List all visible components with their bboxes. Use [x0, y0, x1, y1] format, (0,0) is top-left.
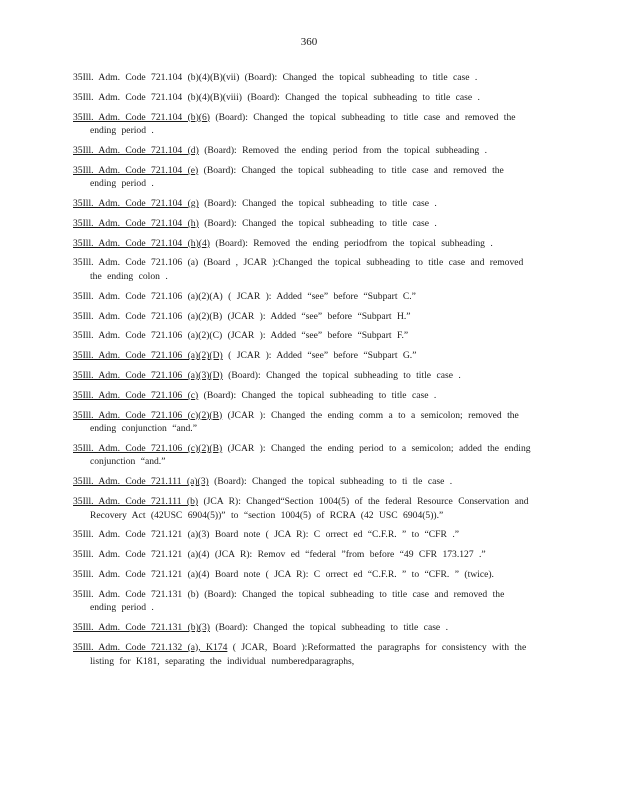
change-entry — [73, 217, 533, 231]
change-description: (Board): Changed the topical subheading to title case . — [241, 91, 480, 103]
change-description: (Board): Changed the topical subheading to ti tle case . — [208, 476, 453, 488]
change-entry — [73, 641, 533, 668]
change-description: (Board): Changed the topical subheading to title case . — [209, 622, 448, 634]
change-description: (JCA R): Changed“Section 1004(5) of the federal Resource Conservation and Recovery Act (42USC 6904(5))” to “section 1004(5) of RCRA (42 USC 6904(5)).” — [90, 496, 529, 521]
change-entry — [73, 621, 533, 635]
change-description: (JCAR ): Changed the ending period to a semicolon; added the ending conjunction “and.” — [90, 442, 531, 468]
change-entry — [73, 495, 533, 522]
citation: 35Ill. Adm. Code 721.104 (h)(4) — [73, 237, 210, 249]
page-number: 360 — [300, 36, 318, 48]
citation: 35Ill. Adm. Code 721.111 (a)(3) — [73, 476, 209, 488]
change-description: (Board): Removed the ending periodfrom the topical subheading . — [209, 237, 493, 249]
change-description: Board note ( JCA R): C orrect ed “C.F.R. ” to “CFR. ” (twice). — [209, 568, 494, 580]
change-description: (JCAR ): Added “see” before “Subpart F.” — [222, 330, 409, 342]
citation: 35Ill. Adm. Code 721.121 (a)(4) — [73, 549, 210, 561]
change-entry — [73, 290, 533, 304]
citation: 35Ill. Adm. Code 721.104 (h) — [73, 217, 199, 229]
change-description: (Board): Changed the topical subheading to title case . — [222, 369, 461, 381]
change-description: Board note ( JCA R): C orrect ed “C.F.R. ” to “CFR .” — [209, 529, 459, 541]
citation: 35Ill. Adm. Code 721.131 (b)(3) — [73, 622, 210, 634]
citation: 35Ill. Adm. Code 721.104 (b)(4)(B)(vii) — [73, 72, 240, 83]
citation: 35Ill. Adm. Code 721.106 (a)(2)(C) — [73, 330, 223, 342]
change-description: ( JCAR, Board ):Reformatted the paragraphs for consistency with the listing for K181, separating the individual numberedparagraphs, — [90, 641, 527, 667]
citation: 35Ill. Adm. Code 721.104 (b)(4)(B)(viii) — [73, 91, 242, 103]
citation: 35Ill. Adm. Code 721.106 (a)(2)(A) — [73, 290, 223, 302]
change-entry — [73, 91, 533, 105]
change-entry — [73, 329, 533, 343]
change-description: (Board): Removed the ending period from the topical subheading . — [198, 144, 487, 156]
citation: 35Ill. Adm. Code 721.121 (a)(3) — [73, 529, 210, 541]
change-entry — [73, 568, 533, 582]
change-log-list — [73, 71, 533, 674]
change-description: (Board): Changed the topical subheading to title case . — [239, 72, 478, 83]
change-description: (Board): Changed the topical subheading to title case . — [198, 389, 437, 401]
citation: 35Ill. Adm. Code 721.131 (b) — [73, 588, 199, 600]
change-entry — [73, 389, 533, 403]
citation: 35Ill. Adm. Code 721.106 (c)(2)(B) — [73, 442, 223, 454]
change-description: (Board , JCAR ):Changed the topical subheading to title case and removed the ending colon . — [90, 257, 524, 283]
change-entry — [73, 111, 533, 138]
change-description: (Board): Changed the topical subheading to title case and removed the ending period . — [90, 164, 504, 190]
change-entry — [73, 588, 533, 615]
change-entry — [73, 528, 533, 542]
change-entry — [73, 475, 533, 489]
change-description: (Board): Changed the topical subheading to title case . — [198, 198, 437, 210]
change-description: (Board): Changed the topical subheading to title case . — [198, 217, 437, 229]
change-entry — [73, 144, 533, 158]
change-entry — [73, 310, 533, 324]
citation: 35Ill. Adm. Code 721.104 (e) — [73, 164, 199, 176]
change-entry — [73, 409, 533, 436]
change-entry — [73, 442, 533, 469]
citation: 35Ill. Adm. Code 721.106 (a)(2)(B) — [73, 310, 223, 322]
change-description: (JCAR ): Changed the ending comm a to a semicolon; removed the ending conjunction “and.” — [90, 409, 519, 435]
change-description: ( JCAR ): Added “see” before “Subpart G.” — [222, 350, 417, 362]
change-entry — [73, 369, 533, 383]
citation: 35Ill. Adm. Code 721.121 (a)(4) — [73, 568, 210, 580]
citation: 35Ill. Adm. Code 721.111 (b) — [73, 496, 199, 508]
change-entry — [73, 164, 533, 191]
change-entry — [73, 349, 533, 363]
change-description: (JCA R): Remov ed “federal ”from before “49 CFR 173.127 .” — [209, 549, 486, 561]
change-description: (JCAR ): Added “see” before “Subpart H.” — [222, 310, 411, 322]
change-entry — [73, 197, 533, 211]
citation: 35Ill. Adm. Code 721.132 (a), K174 — [73, 641, 228, 653]
citation: 35Ill. Adm. Code 721.106 (a)(3)(D) — [73, 369, 223, 381]
change-entry — [73, 256, 533, 283]
change-description: ( JCAR ): Added “see” before “Subpart C.” — [222, 290, 416, 302]
citation: 35Ill. Adm. Code 721.106 (a)(2)(D) — [73, 350, 223, 362]
change-entry — [73, 237, 533, 251]
citation: 35Ill. Adm. Code 721.104 (g) — [73, 198, 199, 210]
change-description: (Board): Changed the topical subheading to title case and removed the ending period . — [90, 111, 516, 137]
citation: 35Ill. Adm. Code 721.104 (d) — [73, 144, 199, 156]
change-description: (Board): Changed the topical subheading to title case and removed the ending period . — [90, 588, 505, 614]
citation: 35Ill. Adm. Code 721.106 (a) — [73, 257, 199, 269]
citation: 35Ill. Adm. Code 721.104 (b)(6) — [73, 111, 210, 123]
change-entry — [73, 71, 533, 85]
change-entry — [73, 548, 533, 562]
citation: 35Ill. Adm. Code 721.106 (c)(2)(B) — [73, 409, 223, 421]
citation: 35Ill. Adm. Code 721.106 (c) — [73, 389, 199, 401]
